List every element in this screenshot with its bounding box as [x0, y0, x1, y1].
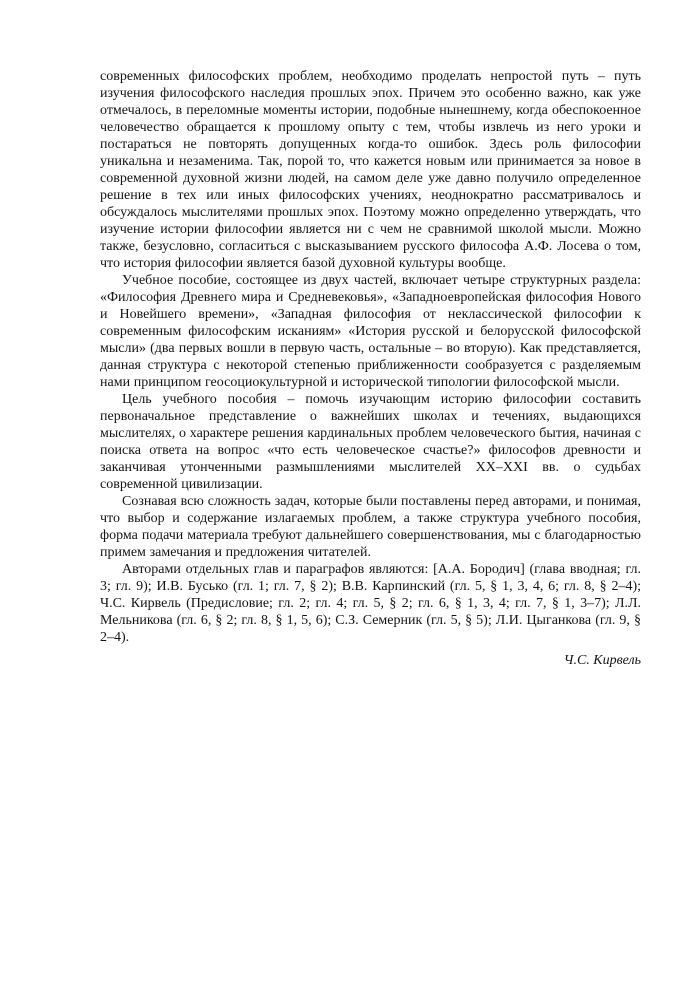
paragraph-continuation: современных философских проблем, необходимо проделать непростой путь – путь изучения философского наследия прошлых эпох. Причем это особенно важно, как уже отмечалось, в переломные моменты истории, подобные нынешнему, когда обеспокоенное человечество обращается к прошлому опыту с тем, чтобы извлечь из него уроки и постараться не повторять допущенных когда-то ошибок. Здесь роль философии уникальна и незаменима. Так, порой то, что кажется новым или принимается за новое в современной духовной жизни людей, на самом деле уже давно получило определенное решение в тех или иных философских учениях, неоднократно рассматривалось и обсуждалось мыслителями прошлых эпох. Поэтому можно определенно утверждать, что изучение истории философии является ни с чем не сравнимой школой мысли. Можно также, безусловно, согласиться с высказыванием русского философа А.Ф. Лосева о том, что история философии является базой духовной культуры вообще.	[100, 69, 641, 271]
text-block	[100, 68, 641, 669]
paragraph-purpose: Цель учебного пособия – помочь изучающим историю философии составить первоначальное представление о важнейших школах и течениях, выдающихся мыслителях, о характере решения кардинальных проблем человеческого бытия, начиная с поиска ответа на вопрос «что есть человеческое счастье?» философов древности и заканчивая утонченными размышлениями мыслителей XX–XXI вв. о судьбах современной цивилизации.	[100, 392, 641, 492]
paragraph-acknowledgment: Сознавая всю сложность задач, которые были поставлены перед авторами, и понимая, что выбор и содержание излагаемых проблем, а также структура учебного пособия, форма подачи материала требуют дальнейшего совершенствования, мы с благодарностью примем замечания и предложения читателей.	[100, 494, 641, 560]
author-signature: Ч.С. Кирвель	[563, 653, 641, 668]
paragraph-structure-overview: Учебное пособие, состоящее из двух частей, включает четыре структурных раздела: «Философия Древнего мира и Средневековья», «Западноевропейская философия Нового и Новейшего времени», «Западная философия от неклассической философии к современным философским исканиям» «История русской и белорусской философской мысли» (два первых вошли в первую часть, остальные – во вторую). Как представляется, данная структура с некоторой степенью приближенности сообразуется с разделяемым нами принципом геосоциокультурной и исторической типологии философской мысли.	[100, 273, 641, 390]
paragraph-authors-list: Авторами отдельных глав и параграфов являются: [А.А. Бородич] (глава вводная; гл. 3; гл. 9); И.В. Бусько (гл. 1; гл. 7, § 2); В.В. Карпинский (гл. 5, § 1, 3, 4, 6; гл. 8, § 2–4); Ч.С. Кирвель (Предисловие; гл. 2; гл. 4; гл. 5, § 2; гл. 6, § 1, 3, 4; гл. 7, § 1, 3–7); Л.Л. Мельникова (гл. 6, § 2; гл. 8, § 1, 5, 6); С.З. Семерник (гл. 5, § 5); Л.И. Цыганкова (гл. 9, § 2–4).	[100, 562, 641, 645]
